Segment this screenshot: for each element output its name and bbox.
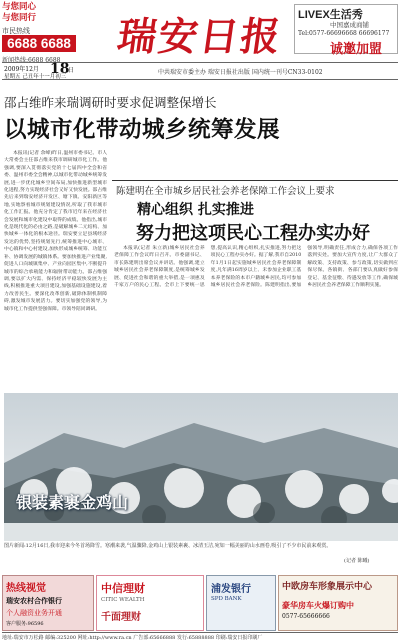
citic-ad-brand: 中信理财 (101, 582, 145, 595)
newspaper-title-logo[interactable]: 瑞安日报 (114, 14, 285, 60)
rv-ad[interactable] (278, 575, 398, 631)
second-body-col (114, 245, 398, 388)
masthead-ad-sub: 中国嘉成商铺 (330, 21, 369, 29)
second-headline[interactable]: 努力把这项民心工程办实办好 (136, 223, 370, 244)
photo-image (4, 393, 398, 541)
photo-title[interactable]: 银装素裹金鸡山 (16, 493, 129, 512)
page-footer: 地址:瑞安市万松路 邮编:325200 网址:http://www.ra.cn 广告部:65666888 发行:65888888 印刷:瑞安日报印刷厂 (2, 632, 398, 641)
section-rule (112, 180, 398, 181)
news-hotline: 新闻热线:6688 6688 (2, 57, 61, 64)
masthead-ad-tel: Tel:0577-66696668 66696177 (298, 30, 390, 37)
second-subhead[interactable]: 精心组织 扎实推进 (137, 202, 254, 218)
second-body-text: 本报讯(记者 朱立新)城乡居民社会养老保障工作会议昨日召开。市委副书记、市长陈建明出席会议并讲话。他强调,建立城乡居民社会养老保障制度,是统筹城乡发展、促进社会和谐的重大举措,是一项惠及千家万户的民心工程。全市上下要统一思想,提高认识,精心组织,扎实推进,努力把这项民心工程办实办好。据了解,我市自2010年1月1日起实施城乡居民社会养老保障制度,凡年满16周岁以上、未参加企业职工基本养老保险的本市户籍城乡居民,均可参加城乡居民社会养老保险。陈建明指出,要加强领导,明确责任,形成合力,确保各项工作落到实处。要加大宣传力度,让广大群众了解政策、支持政策、参与政策,切实做到应保尽保。各镇街、各部门要认真做好参保登记、基金征缴、待遇发放等工作,确保城乡居民社会养老保障工作顺利实施。 (114, 246, 398, 289)
bank-ad-slogan: 个人融资业务开通 (6, 609, 62, 617)
spd-ad-sub: SPD BANK (211, 596, 242, 602)
bank-ad-title: 热线视觉 (6, 583, 46, 594)
citic-ad-sub: CITIC WEALTH (101, 597, 145, 603)
lead-body-text: 本报讯(记者 余峰)昨日,温州市委书记、市人大常委会主任邵占维来我市调研城市化工作。他强调,要深入贯彻落实党的十七届四中全会和省委、温州市委全会精神,以城市化带动城乡统筹发展,进一步优化城乡空间布局,加快推进新型城市化进程,努力实现经济社会又好又快发展。邵占维先后来到瑞安经济开发区、塘下镇、安阳新区等地,实地察看城市规划建设情况,听取了我市城市化工作汇报。他充分肯定了我市近年来在经济社会发展和城市化建设中取得的成绩。他指出,城市化是现代化的必由之路,是破解城乡二元结构、加快城乡一体化的根本途径。瑞安要立足县域经济发达的优势,坚持规划先行,统筹推进中心城市、中心镇和中心村建设,加快形成城乡统筹、功能互补、协调发展的城镇体系。要加快推进产业集聚,促进人口向城镇集中、产业向园区集中,不断提升城市的综合承载能力和辐射带动能力。邵占维强调,要以扩大内需、保持经济平稳较快发展为主线,积极推进重大项目建设,加强基础设施建设,着力改善民生。要深化改革创新,破除体制机制障碍,激发城市发展活力。要切实加强党的领导,为城市化工作提供坚强保障。市领导陪同调研。 (4, 151, 107, 312)
bank-ad[interactable] (2, 575, 94, 631)
hotline-number: 6688 6688 (2, 35, 76, 52)
issue-day-suffix: 日 (68, 67, 75, 74)
snow-mountain-photo[interactable] (4, 393, 398, 541)
spd-ad-brand: 浦发银行 (211, 584, 251, 595)
slogan (2, 2, 74, 24)
bank-ad-brand: 瑞安农村合作银行 (6, 596, 62, 605)
hotline-label: 市民热线 (2, 27, 30, 35)
spd-bank-ad[interactable] (206, 575, 276, 631)
citic-ad[interactable] (96, 575, 204, 631)
photo-caption: 图片新闻:12月16日,我市迎来今冬首场降雪。寒潮来袭,气温骤降,金鸡山上银装素裹、冰清玉洁,宛如一幅美丽的山水画卷,吸引了不少市民前来观赏。 (4, 543, 332, 549)
bank-ad-tel: 客户服务:96596 (6, 621, 44, 627)
sponsor-line: 中共瑞安市委主办 瑞安日报社出版 国内统一刊号CN33-0102 (158, 69, 323, 76)
issue-weekday: 星期五 己丑年十一月初三 (4, 74, 67, 80)
second-kicker[interactable]: 陈建明在全市城乡居民社会养老保障工作会议上要求 (116, 186, 335, 197)
issue-date: 2009年12月 (4, 66, 39, 73)
masthead-ad-brand: LIVEX生活秀 (298, 9, 363, 21)
rv-ad-text: 豪华房车火爆订购中 (282, 600, 354, 610)
rv-ad-title: 中欧房车形象展示中心 (282, 582, 373, 592)
lead-headline[interactable]: 以城市化带动城乡统筹发展 (4, 117, 281, 143)
citic-ad-text: 千面理财 (101, 612, 141, 623)
slogan-line-2: 与您同行 (2, 13, 37, 23)
slogan-line-1: 与您同心 (2, 2, 37, 12)
rv-ad-tel: 0577-65666666 (282, 613, 330, 620)
lead-body-col-1 (4, 150, 107, 388)
masthead-ad-join: 诚邀加盟 (330, 42, 383, 57)
issue-day: 18 (50, 61, 70, 77)
photo-credit: (记者 陈曦) (344, 558, 370, 564)
lead-kicker[interactable]: 邵占维昨来瑞调研时要求促调整保增长 (4, 95, 217, 110)
